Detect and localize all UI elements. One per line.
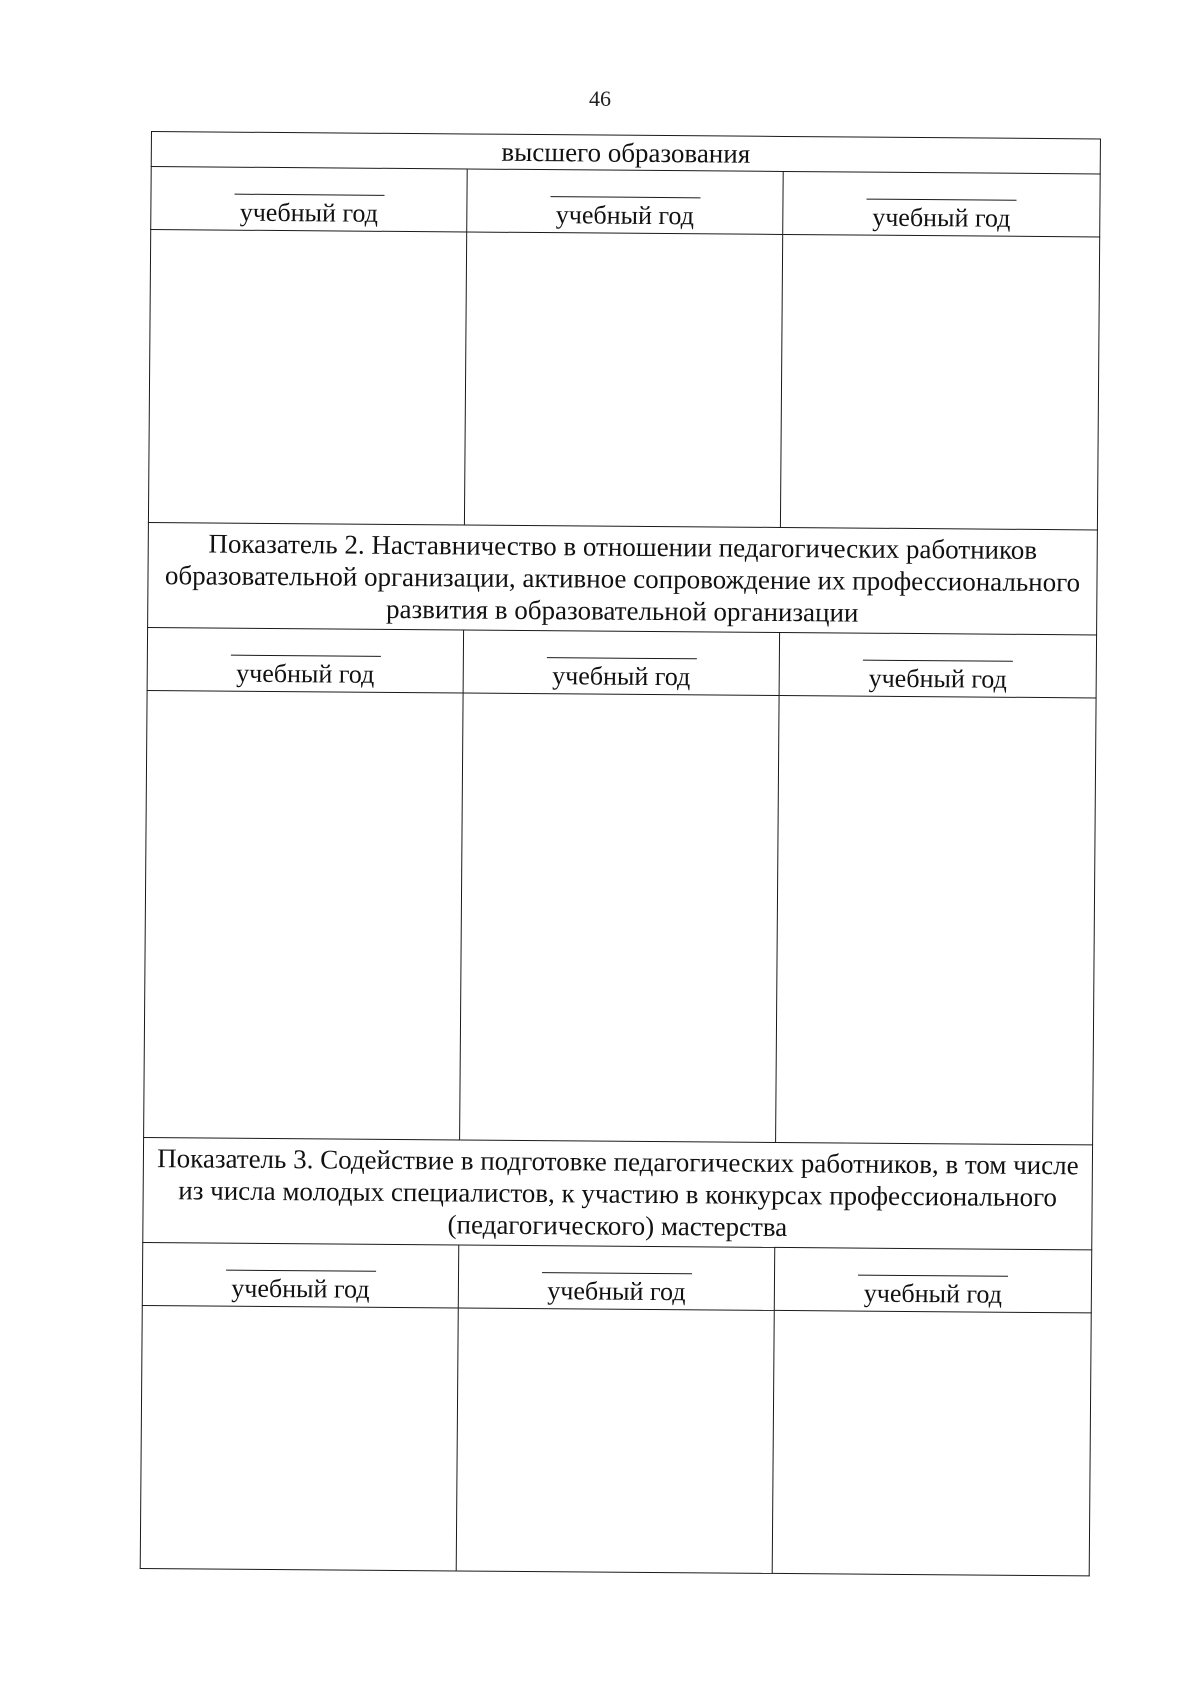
- section-3-year-cell-1: [142, 1242, 459, 1307]
- section-2-year-cell-2: [463, 630, 780, 695]
- page-number: 46: [589, 86, 611, 111]
- section-2-data-cell-3[interactable]: [776, 695, 1096, 1144]
- section-3-years-row: [142, 1242, 1091, 1312]
- section-2-title: Показатель 2. Наставничество в отношении педагогических работников образовательной организации, активное сопровождение их профессионального развития в образовательной организации: [148, 522, 1098, 634]
- section-3-header-row: [143, 1137, 1093, 1249]
- section-2-data-cell-2[interactable]: [460, 693, 780, 1142]
- section-1-years-row: [151, 167, 1100, 237]
- year-blank-line[interactable]: [234, 184, 384, 196]
- section-2-years-row: [147, 627, 1096, 697]
- year-blank-line[interactable]: [226, 1260, 376, 1272]
- year-blank-line[interactable]: [546, 647, 696, 659]
- year-label: учебный год: [552, 661, 691, 692]
- section-1-year-cell-1: [151, 167, 468, 232]
- year-blank-line[interactable]: [230, 645, 380, 657]
- section-1-data-cell-1[interactable]: [148, 230, 466, 525]
- report-form-table: [140, 131, 1101, 1576]
- section-1-data-cell-2[interactable]: [464, 232, 782, 527]
- year-label: учебный год: [236, 658, 375, 689]
- year-label: учебный год: [239, 197, 379, 228]
- year-label: учебный год: [863, 1278, 1003, 1309]
- section-3-data-cell-2[interactable]: [456, 1308, 774, 1573]
- section-1-data-row: [148, 230, 1099, 530]
- year-label: учебный год: [872, 202, 1011, 233]
- year-blank-line[interactable]: [858, 1265, 1008, 1277]
- year-blank-line[interactable]: [866, 189, 1016, 201]
- section-2-data-cell-1[interactable]: [144, 690, 464, 1139]
- year-blank-line[interactable]: [863, 650, 1013, 662]
- section-3-title: Показатель 3. Содействие в подготовке педагогических работников, в том числе из числа молодых специалистов, к участию в конкурсах профессионального (педагогического) мастерства: [143, 1137, 1093, 1249]
- section-3-data-row: [140, 1305, 1091, 1575]
- year-label: учебный год: [231, 1273, 370, 1304]
- section-3-data-cell-1[interactable]: [140, 1305, 458, 1570]
- section-3-year-cell-2: [458, 1245, 775, 1310]
- year-blank-line[interactable]: [550, 186, 700, 198]
- section-3-year-cell-3: [774, 1247, 1091, 1312]
- year-label: учебный год: [555, 200, 695, 231]
- year-label: учебный год: [868, 663, 1007, 694]
- section-1-title: высшего образования: [151, 132, 1100, 174]
- section-1-year-cell-2: [467, 169, 784, 234]
- section-2-year-cell-3: [779, 632, 1096, 697]
- section-3-data-cell-3[interactable]: [772, 1310, 1091, 1575]
- year-blank-line[interactable]: [542, 1262, 692, 1274]
- section-1-year-cell-3: [783, 171, 1100, 236]
- year-label: учебный год: [547, 1276, 686, 1307]
- section-2-data-row: [144, 690, 1096, 1144]
- section-2-header-row: [148, 522, 1098, 634]
- section-2-year-cell-1: [147, 627, 464, 692]
- section-1-data-cell-3[interactable]: [780, 234, 1099, 529]
